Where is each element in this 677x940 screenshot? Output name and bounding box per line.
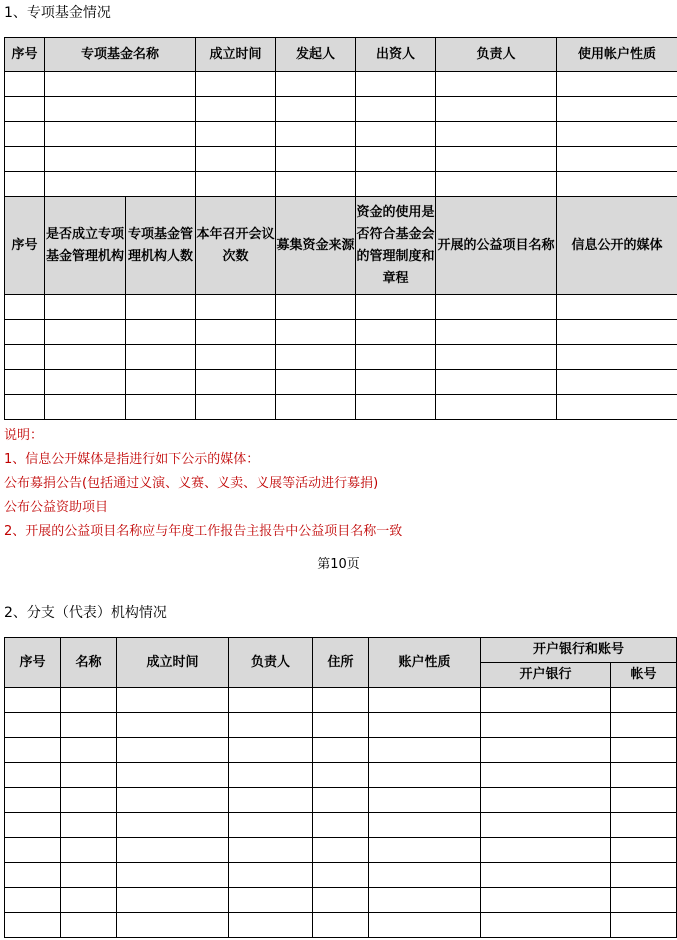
t3-group-header: 开户银行和账号 (481, 638, 677, 663)
t1-cell[interactable] (276, 97, 356, 122)
notes-heading: 说明： (4, 428, 44, 443)
t3-cell[interactable] (117, 788, 229, 813)
t3-cell[interactable] (481, 738, 611, 763)
t3-cell[interactable] (117, 738, 229, 763)
t3-cell[interactable] (229, 688, 313, 713)
t2-cell[interactable] (436, 395, 557, 420)
t1-cell[interactable] (557, 147, 677, 172)
t3-cell[interactable] (117, 838, 229, 863)
t2-cell[interactable] (436, 370, 557, 395)
t3-header-1: 名称 (61, 638, 117, 688)
t3-cell[interactable] (369, 763, 481, 788)
t2-cell[interactable] (196, 395, 276, 420)
t2-cell[interactable] (356, 370, 436, 395)
t3-row (5, 913, 677, 938)
t3-header-4: 住所 (313, 638, 369, 688)
page-number: 第10页 (317, 557, 360, 572)
t2-cell[interactable] (5, 370, 45, 395)
t3-cell[interactable] (369, 888, 481, 913)
t3-cell[interactable] (5, 838, 61, 863)
t3-cell[interactable] (229, 888, 313, 913)
t2-cell[interactable] (126, 370, 196, 395)
t3-cell[interactable] (369, 863, 481, 888)
t3-row (5, 838, 677, 863)
t2-cell[interactable] (196, 345, 276, 370)
t3-cell[interactable] (229, 738, 313, 763)
t3-cell[interactable] (229, 713, 313, 738)
t1-cell[interactable] (356, 122, 436, 147)
t3-cell[interactable] (229, 813, 313, 838)
t2-row (5, 320, 677, 345)
t2-cell[interactable] (196, 370, 276, 395)
t3-cell[interactable] (611, 863, 677, 888)
t3-cell[interactable] (369, 788, 481, 813)
t1-header-5: 负责人 (436, 38, 557, 72)
t3-cell[interactable] (229, 763, 313, 788)
t2-cell[interactable] (196, 320, 276, 345)
t1-cell[interactable] (557, 122, 677, 147)
t1-cell[interactable] (196, 147, 276, 172)
t1-cell[interactable] (45, 72, 196, 97)
t2-header-6: 开展的公益项目名称 (436, 197, 557, 295)
t2-cell[interactable] (276, 295, 356, 320)
t2-cell[interactable] (45, 345, 126, 370)
notes-line-3: 公布公益资助项目 (4, 500, 109, 515)
t3-cell[interactable] (481, 763, 611, 788)
t3-cell[interactable] (313, 688, 369, 713)
t3-cell[interactable] (5, 888, 61, 913)
t2-cell[interactable] (557, 295, 677, 320)
t3-row (5, 788, 677, 813)
t3-cell[interactable] (611, 888, 677, 913)
t2-header-0: 序号 (5, 197, 45, 295)
branch-table (4, 637, 677, 938)
t3-cell[interactable] (313, 888, 369, 913)
t2-cell[interactable] (436, 320, 557, 345)
t3-cell[interactable] (5, 913, 61, 938)
t2-row (5, 345, 677, 370)
t1-cell[interactable] (276, 147, 356, 172)
t3-cell[interactable] (61, 913, 117, 938)
t2-cell[interactable] (557, 395, 677, 420)
t3-cell[interactable] (61, 713, 117, 738)
t1-cell[interactable] (356, 172, 436, 197)
t1-header-2: 成立时间 (196, 38, 276, 72)
t3-cell[interactable] (5, 863, 61, 888)
t3-cell[interactable] (117, 763, 229, 788)
t3-cell[interactable] (117, 813, 229, 838)
t1-cell[interactable] (557, 97, 677, 122)
t2-header-1: 是否成立专项基金管理机构 (45, 197, 126, 295)
t3-header-2: 成立时间 (117, 638, 229, 688)
t3-cell[interactable] (481, 813, 611, 838)
notes-block (4, 424, 402, 544)
t2-cell[interactable] (45, 320, 126, 345)
t1-header-6: 使用帐户性质 (557, 38, 677, 72)
notes-line-1: 1、信息公开媒体是指进行如下公示的媒体： (4, 452, 260, 467)
t3-cell[interactable] (61, 838, 117, 863)
t3-row (5, 888, 677, 913)
t1-cell[interactable] (436, 72, 557, 97)
t1-header-4: 出资人 (356, 38, 436, 72)
t2-cell[interactable] (196, 295, 276, 320)
t3-header-0: 序号 (5, 638, 61, 688)
t2-cell[interactable] (5, 345, 45, 370)
notes-line-2: 公布募捐公告(包括通过义演、义赛、义卖、义展等活动进行募捐) (4, 476, 379, 491)
t1-header-1: 专项基金名称 (45, 38, 196, 72)
t3-subheader-bank: 开户银行 (481, 663, 611, 688)
t1-row (5, 97, 677, 122)
section-2-title: 2、分支（代表）机构情况 (4, 605, 167, 621)
t3-cell[interactable] (611, 738, 677, 763)
t1-row (5, 72, 677, 97)
t2-cell[interactable] (356, 395, 436, 420)
t3-row (5, 863, 677, 888)
t2-cell[interactable] (557, 370, 677, 395)
t2-cell[interactable] (5, 395, 45, 420)
t2-cell[interactable] (45, 370, 126, 395)
t2-row (5, 295, 677, 320)
t3-cell[interactable] (313, 738, 369, 763)
t1-row (5, 122, 677, 147)
t3-cell[interactable] (229, 863, 313, 888)
t2-cell[interactable] (356, 295, 436, 320)
t1-cell[interactable] (436, 122, 557, 147)
t1-cell[interactable] (45, 97, 196, 122)
t1-cell[interactable] (557, 172, 677, 197)
t3-cell[interactable] (369, 713, 481, 738)
t2-cell[interactable] (436, 345, 557, 370)
t1-cell[interactable] (356, 97, 436, 122)
t1-cell[interactable] (196, 97, 276, 122)
t1-cell[interactable] (5, 122, 45, 147)
t3-cell[interactable] (611, 688, 677, 713)
t1-cell[interactable] (436, 97, 557, 122)
t3-cell[interactable] (611, 713, 677, 738)
t3-cell[interactable] (481, 713, 611, 738)
t3-cell[interactable] (481, 688, 611, 713)
t3-header-5: 账户性质 (369, 638, 481, 688)
section-1-title: 1、专项基金情况 (4, 5, 111, 21)
t3-cell[interactable] (313, 788, 369, 813)
t3-cell[interactable] (313, 813, 369, 838)
t1-cell[interactable] (196, 122, 276, 147)
t3-cell[interactable] (369, 838, 481, 863)
t1-cell[interactable] (276, 122, 356, 147)
t3-cell[interactable] (481, 788, 611, 813)
t1-header-0: 序号 (5, 38, 45, 72)
t3-cell[interactable] (481, 888, 611, 913)
t2-row (5, 395, 677, 420)
t1-cell[interactable] (557, 72, 677, 97)
t3-row (5, 738, 677, 763)
t2-cell[interactable] (5, 320, 45, 345)
t1-cell[interactable] (436, 147, 557, 172)
t1-cell[interactable] (356, 72, 436, 97)
t2-cell[interactable] (5, 295, 45, 320)
t3-cell[interactable] (611, 788, 677, 813)
t1-cell[interactable] (276, 172, 356, 197)
t2-header-7: 信息公开的媒体 (557, 197, 677, 295)
t3-cell[interactable] (5, 763, 61, 788)
t3-cell[interactable] (611, 763, 677, 788)
t3-cell[interactable] (611, 913, 677, 938)
t2-cell[interactable] (276, 320, 356, 345)
t3-cell[interactable] (61, 763, 117, 788)
t3-cell[interactable] (61, 738, 117, 763)
t2-header-5: 资金的使用是否符合基金会的管理制度和章程 (356, 197, 436, 295)
t3-row (5, 713, 677, 738)
t3-cell[interactable] (481, 838, 611, 863)
t3-cell[interactable] (117, 863, 229, 888)
t2-cell[interactable] (45, 295, 126, 320)
t1-cell[interactable] (45, 172, 196, 197)
special-fund-table (4, 37, 677, 420)
t3-row (5, 763, 677, 788)
t1-cell[interactable] (276, 72, 356, 97)
t1-cell[interactable] (5, 147, 45, 172)
t1-cell[interactable] (5, 172, 45, 197)
t3-cell[interactable] (313, 863, 369, 888)
t3-cell[interactable] (229, 913, 313, 938)
t1-cell[interactable] (196, 172, 276, 197)
t3-subheader-account: 帐号 (611, 663, 677, 688)
t1-cell[interactable] (356, 147, 436, 172)
t1-row (5, 147, 677, 172)
t3-cell[interactable] (5, 688, 61, 713)
t3-cell[interactable] (5, 738, 61, 763)
t1-header-3: 发起人 (276, 38, 356, 72)
t2-header-3: 本年召开会议次数 (196, 197, 276, 295)
t2-cell[interactable] (276, 395, 356, 420)
t2-cell[interactable] (356, 320, 436, 345)
t2-cell[interactable] (126, 295, 196, 320)
t3-cell[interactable] (313, 838, 369, 863)
t3-cell[interactable] (5, 713, 61, 738)
t3-cell[interactable] (481, 863, 611, 888)
t3-cell[interactable] (117, 913, 229, 938)
t3-cell[interactable] (61, 788, 117, 813)
t2-cell[interactable] (45, 395, 126, 420)
t1-row (5, 172, 677, 197)
t2-cell[interactable] (356, 345, 436, 370)
t3-cell[interactable] (369, 913, 481, 938)
t3-cell[interactable] (61, 813, 117, 838)
t3-cell[interactable] (5, 813, 61, 838)
t3-cell[interactable] (369, 688, 481, 713)
t3-cell[interactable] (481, 913, 611, 938)
t1-cell[interactable] (436, 172, 557, 197)
t2-row (5, 370, 677, 395)
t3-cell[interactable] (229, 838, 313, 863)
t3-cell[interactable] (61, 863, 117, 888)
t2-cell[interactable] (126, 345, 196, 370)
t2-cell[interactable] (126, 395, 196, 420)
t3-cell[interactable] (313, 713, 369, 738)
t3-row (5, 688, 677, 713)
t2-cell[interactable] (276, 345, 356, 370)
t1-cell[interactable] (5, 72, 45, 97)
t2-cell[interactable] (557, 320, 677, 345)
t3-cell[interactable] (117, 888, 229, 913)
t2-header-4: 募集资金来源 (276, 197, 356, 295)
t2-cell[interactable] (436, 295, 557, 320)
t1-cell[interactable] (5, 97, 45, 122)
t3-cell[interactable] (313, 913, 369, 938)
t3-cell[interactable] (369, 738, 481, 763)
t2-cell[interactable] (557, 345, 677, 370)
t3-cell[interactable] (5, 788, 61, 813)
t3-cell[interactable] (117, 713, 229, 738)
notes-line-4: 2、开展的公益项目名称应与年度工作报告主报告中公益项目名称一致 (4, 524, 403, 539)
t3-cell[interactable] (611, 838, 677, 863)
t3-cell[interactable] (61, 888, 117, 913)
t3-cell[interactable] (313, 763, 369, 788)
t3-cell[interactable] (61, 688, 117, 713)
t3-cell[interactable] (611, 813, 677, 838)
t3-cell[interactable] (369, 813, 481, 838)
t3-header-3: 负责人 (229, 638, 313, 688)
t1-cell[interactable] (45, 122, 196, 147)
t2-header-2: 专项基金管理机构人数 (126, 197, 196, 295)
t3-cell[interactable] (229, 788, 313, 813)
t3-row (5, 813, 677, 838)
t2-cell[interactable] (276, 370, 356, 395)
t3-cell[interactable] (117, 688, 229, 713)
t1-cell[interactable] (196, 72, 276, 97)
t2-cell[interactable] (126, 320, 196, 345)
t1-cell[interactable] (45, 147, 196, 172)
